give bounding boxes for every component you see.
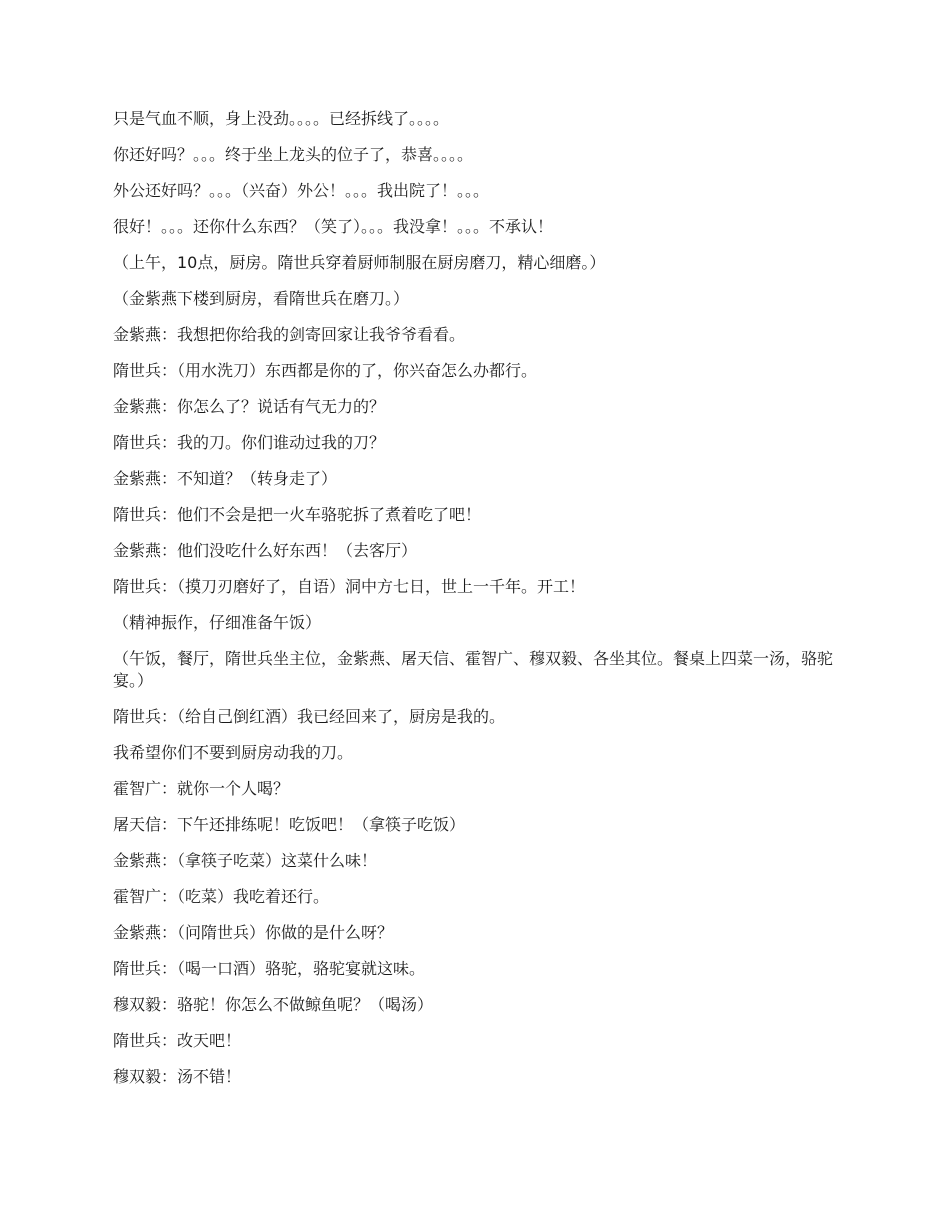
- dialogue-line: 隋世兵：改天吧！: [113, 1031, 242, 1050]
- dialogue-line: 金紫燕：（问隋世兵）你做的是什么呀？: [113, 923, 394, 942]
- dialogue-line: 我希望你们不要到厨房动我的刀。: [113, 743, 354, 762]
- text-line: 你还好吗？。。。终于坐上龙头的位子了，恭喜。。。。: [113, 145, 474, 164]
- stage-direction: （上午，10点，厨房。隋世兵穿着厨师制服在厨房磨刀，精心细磨。）: [113, 253, 606, 272]
- dialogue-line: 霍智广：（吃菜）我吃着还行。: [113, 887, 330, 906]
- stage-direction: （精神振作，仔细准备午饭）: [113, 613, 322, 632]
- dialogue-line: 霍智广：就你一个人喝？: [113, 779, 290, 798]
- document-body: [113, 108, 843, 1102]
- stage-direction: （金紫燕下楼到厨房，看隋世兵在磨刀。）: [113, 289, 410, 308]
- stage-direction: （午饭，餐厅，隋世兵坐主位，金紫燕、屠天信、霍智广、穆双毅、各坐其位。餐桌上四菜一汤，骆驼宴。）: [113, 649, 834, 690]
- dialogue-line: 穆双毅：骆驼！你怎么不做鲸鱼呢？（喝汤）: [113, 995, 434, 1014]
- dialogue-line: 隋世兵：（喝一口酒）骆驼，骆驼宴就这味。: [113, 959, 426, 978]
- dialogue-line: 隋世兵：（摸刀刃磨好了，自语）洞中方七日，世上一千年。开工！: [113, 577, 586, 596]
- dialogue-line: 金紫燕：（拿筷子吃菜）这菜什么味！: [113, 851, 378, 870]
- text-line: 只是气血不顺，身上没劲。。。。已经拆线了。。。。: [113, 109, 450, 128]
- text-line: 很好！。。。还你什么东西？（笑了）。。。我没拿！。。。不承认！: [113, 217, 554, 236]
- dialogue-line: 金紫燕：他们没吃什么好东西！（去客厅）: [113, 541, 418, 560]
- dialogue-line: 隋世兵：（给自己倒红酒）我已经回来了，厨房是我的。: [113, 707, 506, 726]
- dialogue-line: 屠天信：下午还排练呢！吃饭吧！（拿筷子吃饭）: [113, 815, 466, 834]
- dialogue-line: 隋世兵：（用水洗刀）东西都是你的了，你兴奋怎么办都行。: [113, 361, 538, 380]
- dialogue-line: 穆双毅：汤不错！: [113, 1067, 242, 1086]
- dialogue-line: 隋世兵：我的刀。你们谁动过我的刀？: [113, 433, 386, 452]
- dialogue-line: 金紫燕：不知道？（转身走了）: [113, 469, 338, 488]
- dialogue-line: 金紫燕：你怎么了？说话有气无力的？: [113, 397, 386, 416]
- text-line: 外公还好吗？。。。（兴奋）外公！。。。我出院了！。。。: [113, 181, 490, 200]
- dialogue-line: 金紫燕：我想把你给我的剑寄回家让我爷爷看看。: [113, 325, 466, 344]
- dialogue-line: 隋世兵：他们不会是把一火车骆驼拆了煮着吃了吧！: [113, 505, 482, 524]
